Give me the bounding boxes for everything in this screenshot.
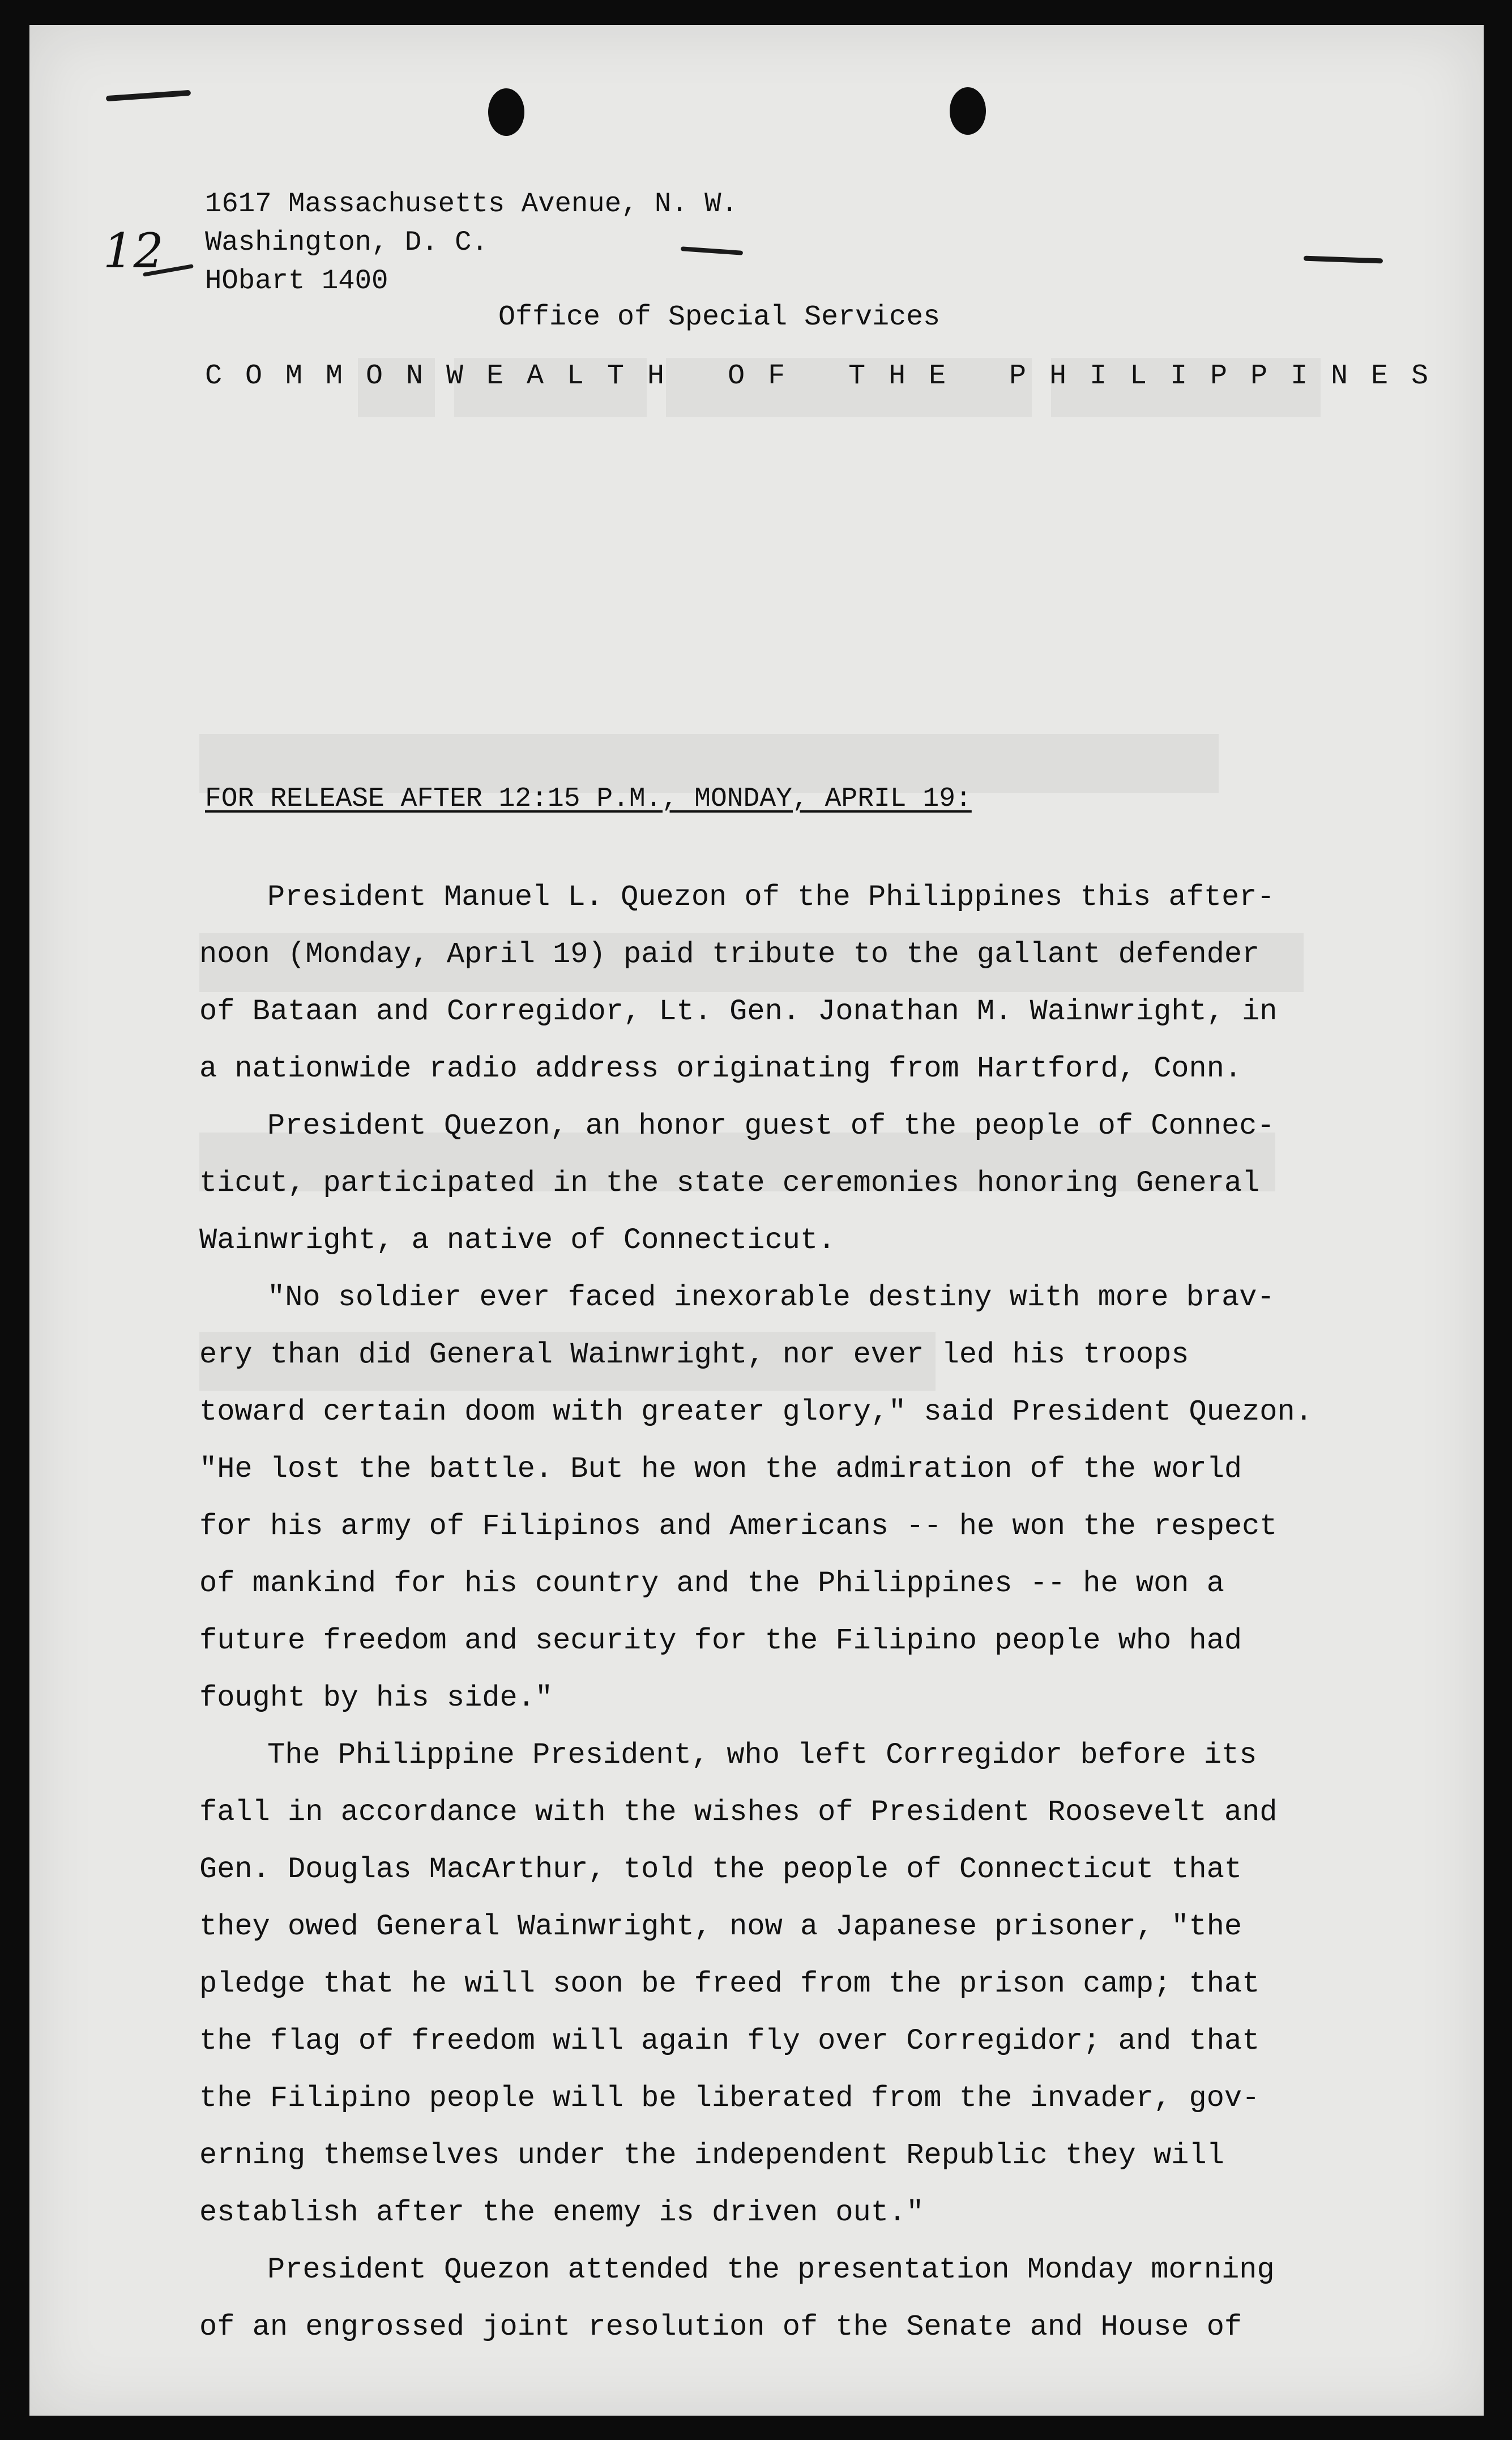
document-page bbox=[29, 25, 1484, 2416]
punch-hole-left bbox=[488, 88, 524, 136]
margin-page-number: 12 bbox=[103, 223, 164, 279]
organization-heading: COMMONWEALTH OF THE PHILIPPINES bbox=[205, 360, 1452, 392]
paragraph: President Quezon attended the presentation Monday morning of an engrossed joint resolution of the Senate and House of bbox=[199, 2253, 1275, 2344]
punch-hole-right bbox=[950, 87, 986, 135]
address-city: Washington, D. C. bbox=[205, 227, 488, 258]
address-street: 1617 Massachusetts Avenue, N. W. bbox=[205, 188, 738, 220]
paragraph: "No soldier ever faced inexorable destiny with more brav- ery than did General Wainwright, nor ever led his troops toward certain doom with greater glory," said President Quezon. "He lost the battle. But he won the admiration of the world for his army of Filipinos and Americans -- he won the respect of mankind for his country and the Philippines -- he won a future freedom and security for the Filipino people who had fought by his side." bbox=[199, 1281, 1313, 1715]
paragraph: President Manuel L. Quezon of the Philippines this after- noon (Monday, April 19) paid tribute to the gallant defender of Bataan and Corregidor, Lt. Gen. Jonathan M. Wainwright, in a nationwide radio address originating from Hartford, Conn. bbox=[199, 881, 1278, 1086]
paragraph: President Quezon, an honor guest of the people of Connec- ticut, participated in the state ceremonies honoring General Wainwright, a native of Connecticut. bbox=[199, 1109, 1275, 1257]
press-release-body bbox=[199, 869, 1332, 2356]
release-line: FOR RELEASE AFTER 12:15 P.M., MONDAY, APRIL 19: bbox=[205, 784, 972, 814]
letterhead-address bbox=[205, 185, 738, 300]
office-name: Office of Special Services bbox=[498, 301, 941, 334]
paragraph: The Philippine President, who left Corregidor before its fall in accordance with the wishes of President Roosevelt and Gen. Douglas MacArthur, told the people of Connecticut that they owed General Wainwright, now a Japanese prisoner, "the pledge that he will soon be freed from the prison camp; that the flag of freedom will again fly over Corregidor; and that the Filipino people will be liberated from the invader, gov- erning themselves under the independent Republic they will establish after the enemy is driven out." bbox=[199, 1738, 1278, 2229]
pen-mark bbox=[106, 90, 191, 101]
address-phone: HObart 1400 bbox=[205, 265, 388, 297]
